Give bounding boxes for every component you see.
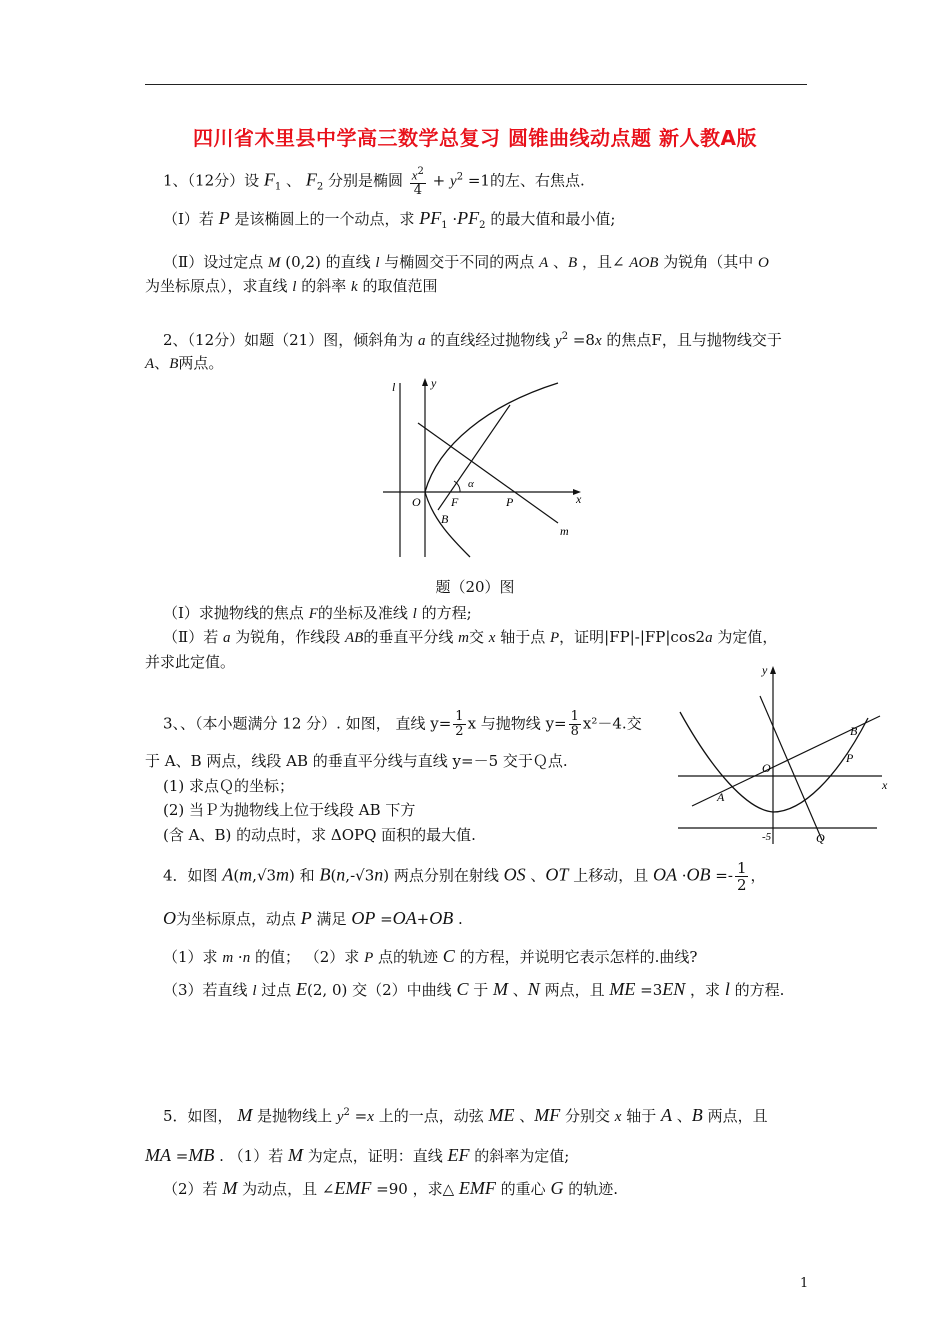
q2-fig-label-x: x bbox=[576, 492, 582, 506]
q2-line5: 并求此定值。 bbox=[145, 653, 236, 671]
q3-fig-label-O: O bbox=[762, 761, 771, 775]
q2-fig-label-F: F bbox=[451, 495, 459, 509]
q4-line3: （1）求 m ·n 的值； （2）求 P 点的轨迹 C 的方程，并说明它表示怎样的.曲线? bbox=[163, 946, 698, 966]
q2-fig-label-m: m bbox=[560, 524, 569, 538]
q4-line2: O为坐标原点，动点 P 满足 OP =OA+OB . bbox=[163, 908, 463, 928]
q1-line3: （Ⅱ）设过定点 M (0,2) 的直线 l 与椭圆交于不同的两点 A 、B ，且∠ AOB 为锐角（其中 O bbox=[163, 253, 769, 271]
q3-figure bbox=[672, 660, 894, 850]
q2-figure bbox=[378, 375, 588, 565]
q2-fig-label-y: y bbox=[431, 376, 437, 390]
page-title: 四川省木里县中学高三数学总复习 圆锥曲线动点题 新人教A版 bbox=[193, 126, 757, 150]
q2-fig-label-alpha: α bbox=[468, 478, 474, 490]
q2-fig-label-B: B bbox=[441, 512, 449, 526]
q2-line4: （Ⅱ）若 a 为锐角，作线段 AB的垂直平分线 m交 x 轴于点 P，证明|FP|-|FP|cos2a 为定值， bbox=[163, 628, 778, 646]
q3-line2: 于 A、B 两点，线段 AB 的垂直平分线与直线 y=－5 交于Ｑ点. bbox=[145, 752, 568, 770]
q3-fig-label-B: B bbox=[850, 724, 858, 738]
q3-fig-label-y: y bbox=[762, 663, 768, 677]
q5-line2: MA =MB . （1）若 M 为定点，证明：直线 EF 的斜率为定值; bbox=[145, 1145, 570, 1165]
page-number: 1 bbox=[800, 1276, 809, 1291]
q2-line3: （Ⅰ）求抛物线的焦点 F的坐标及准线 l 的方程; bbox=[163, 604, 472, 622]
q3-line1: 3、、（本小题满分 12 分）. 如图， 直线 y= $\frac{1}{2}$ x 与抛物线 y= $\frac{1}{8}$ x²－4.交 bbox=[163, 709, 642, 739]
q2-fig-label-l: l bbox=[392, 380, 396, 394]
q5-line1: 5．如图， M 是抛物线上 $y^2 =x$ 上的一点，动弦 ME 、MF 分别交 x 轴于 A 、B 两点，且 bbox=[163, 1105, 768, 1125]
q3-fig-label-m5: -5 bbox=[762, 831, 772, 843]
q3-fig-label-Q: Q bbox=[816, 831, 825, 845]
q3-fig-label-x: x bbox=[882, 778, 888, 792]
q2-figure-caption: 题（20）图 bbox=[435, 578, 515, 596]
q4-line1: 4．如图 A(m,√3m) 和 B(n,-√3n) 两点分别在射线 OS 、OT 上移动，且 OA ·OB =- $\frac{1}{2}$ ， bbox=[163, 859, 766, 894]
q3-line3: (1) 求点Ｑ的坐标； bbox=[163, 777, 295, 795]
q2-line2: A、B两点。 bbox=[145, 354, 224, 372]
q1-line1: 1、（12分）设 $F_1$ 、 $F_2$ 分别是椭圆 $\frac{x^2}{4}$ + $y^2 =1$的左、右焦点. bbox=[163, 166, 585, 199]
q3-line5: (含 A、B) 的动点时，求 ΔOPQ 面积的最大值. bbox=[163, 826, 476, 844]
header-rule bbox=[145, 84, 807, 85]
q1-line4: 为坐标原点），求直线 l 的斜率 k 的取值范围 bbox=[145, 277, 438, 295]
q3-line4: (2) 当Ｐ为抛物线上位于线段 AB 下方 bbox=[163, 801, 416, 819]
q1-line2: （Ⅰ）若 P 是该椭圆上的一个动点，求 $PF_1 \cdot PF_2$ 的最大值和最小值; bbox=[163, 208, 616, 231]
q2-fig-label-P: P bbox=[506, 495, 514, 509]
q2-line1: 2、（12分）如题（21）图，倾斜角为 a 的直线经过抛物线 $y^2 =8x$ 的焦点F，且与抛物线交于 bbox=[163, 331, 782, 349]
q5-line3: （2）若 M 为动点，且 ∠EMF =90 ，求△ EMF 的重心 G 的轨迹. bbox=[163, 1178, 618, 1198]
q3-fig-label-A: A bbox=[717, 790, 725, 804]
q4-line4: （3）若直线 l 过点 E(2, 0) 交（2）中曲线 C 于 M 、N 两点，且 ME =3EN ，求 l 的方程. bbox=[163, 979, 785, 999]
q2-fig-label-O: O bbox=[412, 495, 421, 509]
q3-fig-label-P: P bbox=[846, 751, 854, 765]
